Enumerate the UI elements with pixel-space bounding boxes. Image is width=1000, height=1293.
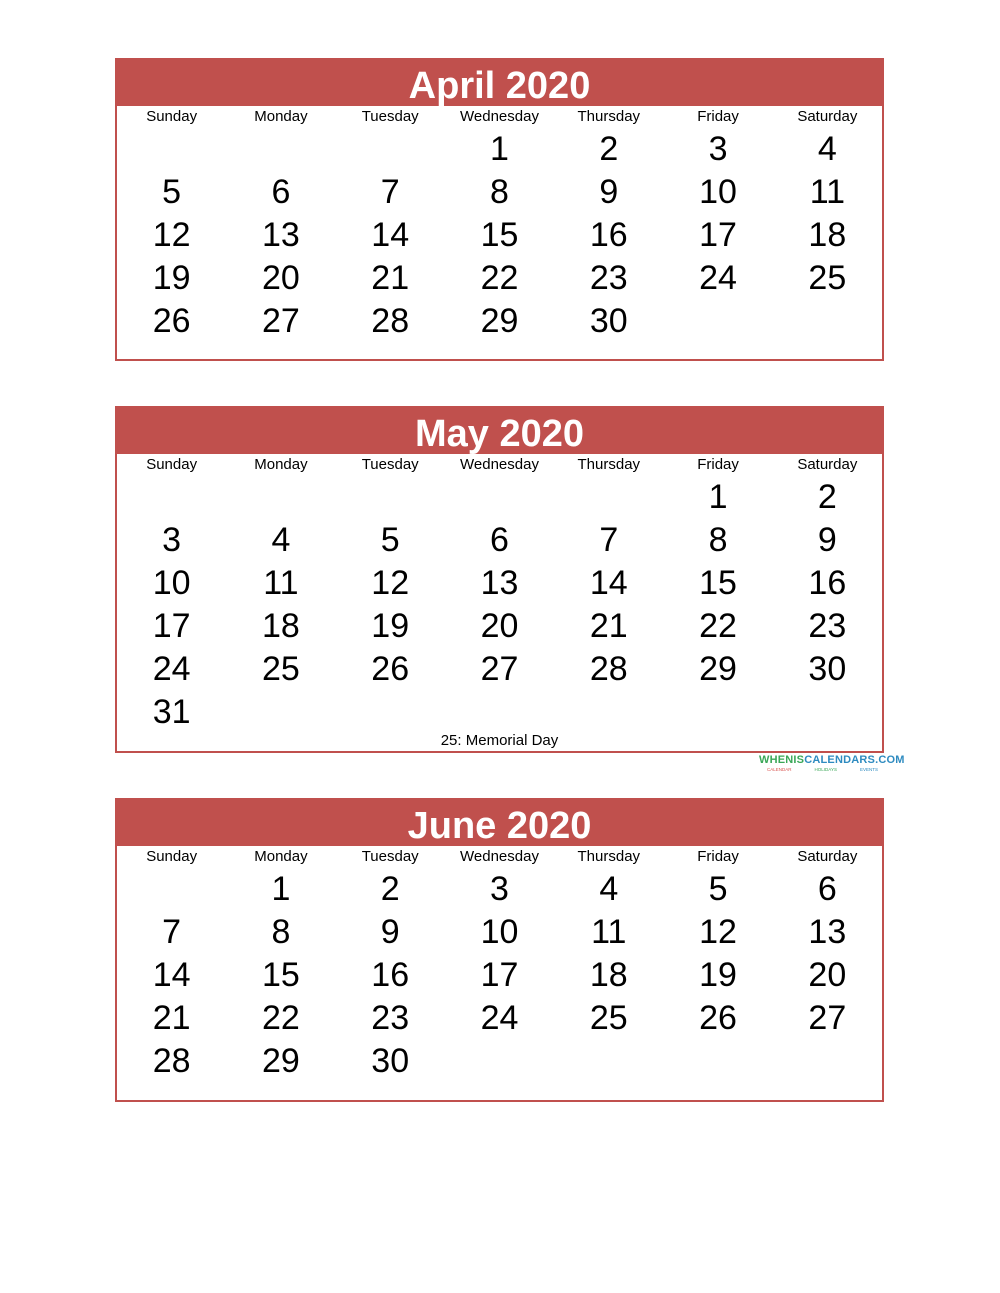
brand-tagline bbox=[759, 767, 884, 773]
day-cell: 5 bbox=[162, 173, 182, 211]
day-cell: 23 bbox=[371, 999, 410, 1037]
day-cell: 2 bbox=[817, 478, 837, 516]
empty-day-cell bbox=[226, 691, 335, 734]
weekday-label: Wednesday bbox=[460, 456, 539, 473]
weekday-label: Saturday bbox=[797, 848, 858, 865]
empty-day-cell bbox=[554, 476, 663, 519]
weekday-label: Sunday bbox=[146, 108, 198, 125]
weekday-header-row bbox=[117, 106, 882, 128]
empty-day-cell bbox=[117, 476, 226, 519]
brand-wordmark bbox=[759, 754, 905, 767]
empty-day-cell bbox=[336, 691, 445, 734]
day-cell: 13 bbox=[480, 564, 519, 602]
calendar-june bbox=[115, 798, 884, 1102]
month-title: June 2020 bbox=[117, 800, 882, 846]
brand-sub-3: EVENTS bbox=[859, 767, 878, 772]
day-cell: 1 bbox=[271, 870, 291, 908]
holiday-note: 25: Memorial Day bbox=[440, 732, 559, 749]
day-cell: 8 bbox=[271, 913, 291, 951]
day-cell: 30 bbox=[808, 650, 847, 688]
empty-day-cell bbox=[336, 476, 445, 519]
day-cell: 26 bbox=[152, 302, 191, 340]
empty-day-cell bbox=[663, 1040, 772, 1083]
weekday-label: Friday bbox=[697, 108, 739, 125]
weekday-label: Sunday bbox=[146, 456, 198, 473]
brand-sub-1: CALENDAR bbox=[767, 767, 792, 772]
empty-day-cell bbox=[445, 691, 554, 734]
day-cell: 6 bbox=[271, 173, 291, 211]
day-cell: 5 bbox=[708, 870, 728, 908]
day-cell: 3 bbox=[490, 870, 509, 908]
day-cell: 18 bbox=[808, 216, 847, 254]
empty-day-cell bbox=[554, 691, 663, 734]
day-cell: 16 bbox=[589, 216, 628, 254]
weekday-label: Tuesday bbox=[361, 108, 419, 125]
day-cell: 5 bbox=[380, 521, 400, 559]
day-cell: 28 bbox=[152, 1042, 191, 1080]
day-cell: 19 bbox=[371, 607, 410, 645]
day-grid bbox=[117, 476, 882, 734]
day-cell: 14 bbox=[589, 564, 628, 602]
brand-part-2: CALENDARS bbox=[804, 754, 876, 766]
day-cell: 7 bbox=[599, 521, 619, 559]
day-cell: 10 bbox=[152, 564, 191, 602]
day-cell: 22 bbox=[699, 607, 737, 645]
day-cell: 25 bbox=[262, 650, 300, 688]
day-cell: 26 bbox=[371, 650, 410, 688]
day-cell: 19 bbox=[699, 956, 737, 994]
day-cell: 17 bbox=[699, 216, 737, 254]
day-cell: 28 bbox=[371, 302, 410, 340]
brand-logo[interactable] bbox=[759, 754, 905, 776]
day-cell: 15 bbox=[262, 956, 300, 994]
weekday-label: Thursday bbox=[577, 456, 641, 473]
weekday-label: Monday bbox=[254, 848, 308, 865]
weekday-label: Thursday bbox=[577, 848, 641, 865]
brand-sub-2: HOLIDAYS bbox=[814, 767, 837, 772]
brand-part-3: .COM bbox=[875, 754, 905, 766]
day-cell: 18 bbox=[589, 956, 628, 994]
day-cell: 21 bbox=[371, 259, 410, 297]
day-cell: 4 bbox=[817, 130, 837, 168]
empty-day-cell bbox=[773, 300, 882, 343]
day-cell: 6 bbox=[817, 870, 837, 908]
day-cell: 6 bbox=[490, 521, 509, 559]
weekday-label: Saturday bbox=[797, 456, 858, 473]
brand-part-1: WHENIS bbox=[759, 754, 805, 766]
day-cell: 20 bbox=[808, 956, 847, 994]
day-cell: 9 bbox=[817, 521, 837, 559]
empty-day-cell bbox=[226, 128, 335, 171]
day-cell: 10 bbox=[480, 913, 519, 951]
day-cell: 13 bbox=[262, 216, 300, 254]
empty-day-cell bbox=[445, 476, 554, 519]
day-cell: 22 bbox=[480, 259, 519, 297]
day-cell: 9 bbox=[380, 913, 400, 951]
day-cell: 27 bbox=[808, 999, 847, 1037]
calendar-april bbox=[115, 58, 884, 361]
day-cell: 16 bbox=[371, 956, 410, 994]
empty-day-cell bbox=[117, 128, 226, 171]
weekday-header-row bbox=[117, 846, 882, 868]
day-cell: 25 bbox=[808, 259, 847, 297]
weekday-label: Wednesday bbox=[460, 108, 539, 125]
day-cell: 24 bbox=[152, 650, 191, 688]
weekday-label: Friday bbox=[697, 456, 739, 473]
empty-day-cell bbox=[663, 691, 772, 734]
day-cell: 12 bbox=[699, 913, 737, 951]
day-cell: 1 bbox=[708, 478, 728, 516]
day-cell: 22 bbox=[262, 999, 300, 1037]
day-cell: 2 bbox=[380, 870, 400, 908]
day-cell: 20 bbox=[480, 607, 519, 645]
day-cell: 27 bbox=[480, 650, 519, 688]
day-cell: 4 bbox=[271, 521, 291, 559]
day-cell: 29 bbox=[480, 302, 519, 340]
weekday-label: Thursday bbox=[577, 108, 641, 125]
month-title: April 2020 bbox=[117, 60, 882, 106]
empty-day-cell bbox=[336, 128, 445, 171]
empty-day-cell bbox=[663, 300, 772, 343]
day-cell: 21 bbox=[589, 607, 628, 645]
day-cell: 17 bbox=[480, 956, 519, 994]
day-cell: 19 bbox=[152, 259, 191, 297]
day-cell: 11 bbox=[263, 564, 299, 602]
empty-day-cell bbox=[773, 691, 882, 734]
day-cell: 7 bbox=[162, 913, 182, 951]
day-cell: 30 bbox=[589, 302, 628, 340]
day-cell: 18 bbox=[262, 607, 300, 645]
day-cell: 14 bbox=[371, 216, 410, 254]
empty-day-cell bbox=[445, 1040, 554, 1083]
day-cell: 29 bbox=[262, 1042, 300, 1080]
day-cell: 13 bbox=[808, 913, 847, 951]
day-cell: 21 bbox=[152, 999, 191, 1037]
day-cell: 14 bbox=[152, 956, 191, 994]
day-cell: 11 bbox=[591, 913, 627, 951]
calendar-may bbox=[115, 406, 884, 753]
day-cell: 20 bbox=[262, 259, 300, 297]
day-cell: 28 bbox=[589, 650, 628, 688]
empty-day-cell bbox=[226, 476, 335, 519]
day-cell: 12 bbox=[152, 216, 191, 254]
day-cell: 3 bbox=[708, 130, 728, 168]
day-cell: 30 bbox=[371, 1042, 410, 1080]
weekday-header-row bbox=[117, 454, 882, 476]
weekday-label: Wednesday bbox=[460, 848, 539, 865]
day-cell: 16 bbox=[808, 564, 847, 602]
weekday-label: Friday bbox=[697, 848, 739, 865]
weekday-label: Tuesday bbox=[361, 848, 419, 865]
weekday-label: Monday bbox=[254, 108, 308, 125]
day-cell: 3 bbox=[162, 521, 182, 559]
day-cell: 23 bbox=[808, 607, 847, 645]
day-cell: 2 bbox=[599, 130, 619, 168]
weekday-label: Sunday bbox=[146, 848, 198, 865]
day-cell: 24 bbox=[699, 259, 737, 297]
empty-day-cell bbox=[773, 1040, 882, 1083]
day-cell: 7 bbox=[380, 173, 400, 211]
day-cell: 9 bbox=[599, 173, 619, 211]
day-cell: 8 bbox=[490, 173, 509, 211]
empty-day-cell bbox=[554, 1040, 663, 1083]
day-cell: 26 bbox=[699, 999, 737, 1037]
day-cell: 27 bbox=[262, 302, 300, 340]
day-cell: 10 bbox=[699, 173, 737, 211]
day-cell: 15 bbox=[480, 216, 519, 254]
weekday-label: Saturday bbox=[797, 108, 858, 125]
empty-day-cell bbox=[117, 868, 226, 911]
day-cell: 31 bbox=[152, 693, 191, 731]
day-cell: 11 bbox=[809, 173, 845, 211]
day-cell: 1 bbox=[490, 130, 509, 168]
day-cell: 29 bbox=[699, 650, 737, 688]
day-cell: 24 bbox=[480, 999, 519, 1037]
day-grid bbox=[117, 868, 882, 1083]
month-title: May 2020 bbox=[117, 408, 882, 454]
day-cell: 23 bbox=[589, 259, 628, 297]
day-cell: 25 bbox=[589, 999, 628, 1037]
day-cell: 8 bbox=[708, 521, 728, 559]
weekday-label: Tuesday bbox=[361, 456, 419, 473]
day-cell: 17 bbox=[152, 607, 191, 645]
day-cell: 15 bbox=[699, 564, 737, 602]
day-cell: 4 bbox=[599, 870, 619, 908]
day-cell: 12 bbox=[371, 564, 410, 602]
day-grid bbox=[117, 128, 882, 343]
weekday-label: Monday bbox=[254, 456, 308, 473]
